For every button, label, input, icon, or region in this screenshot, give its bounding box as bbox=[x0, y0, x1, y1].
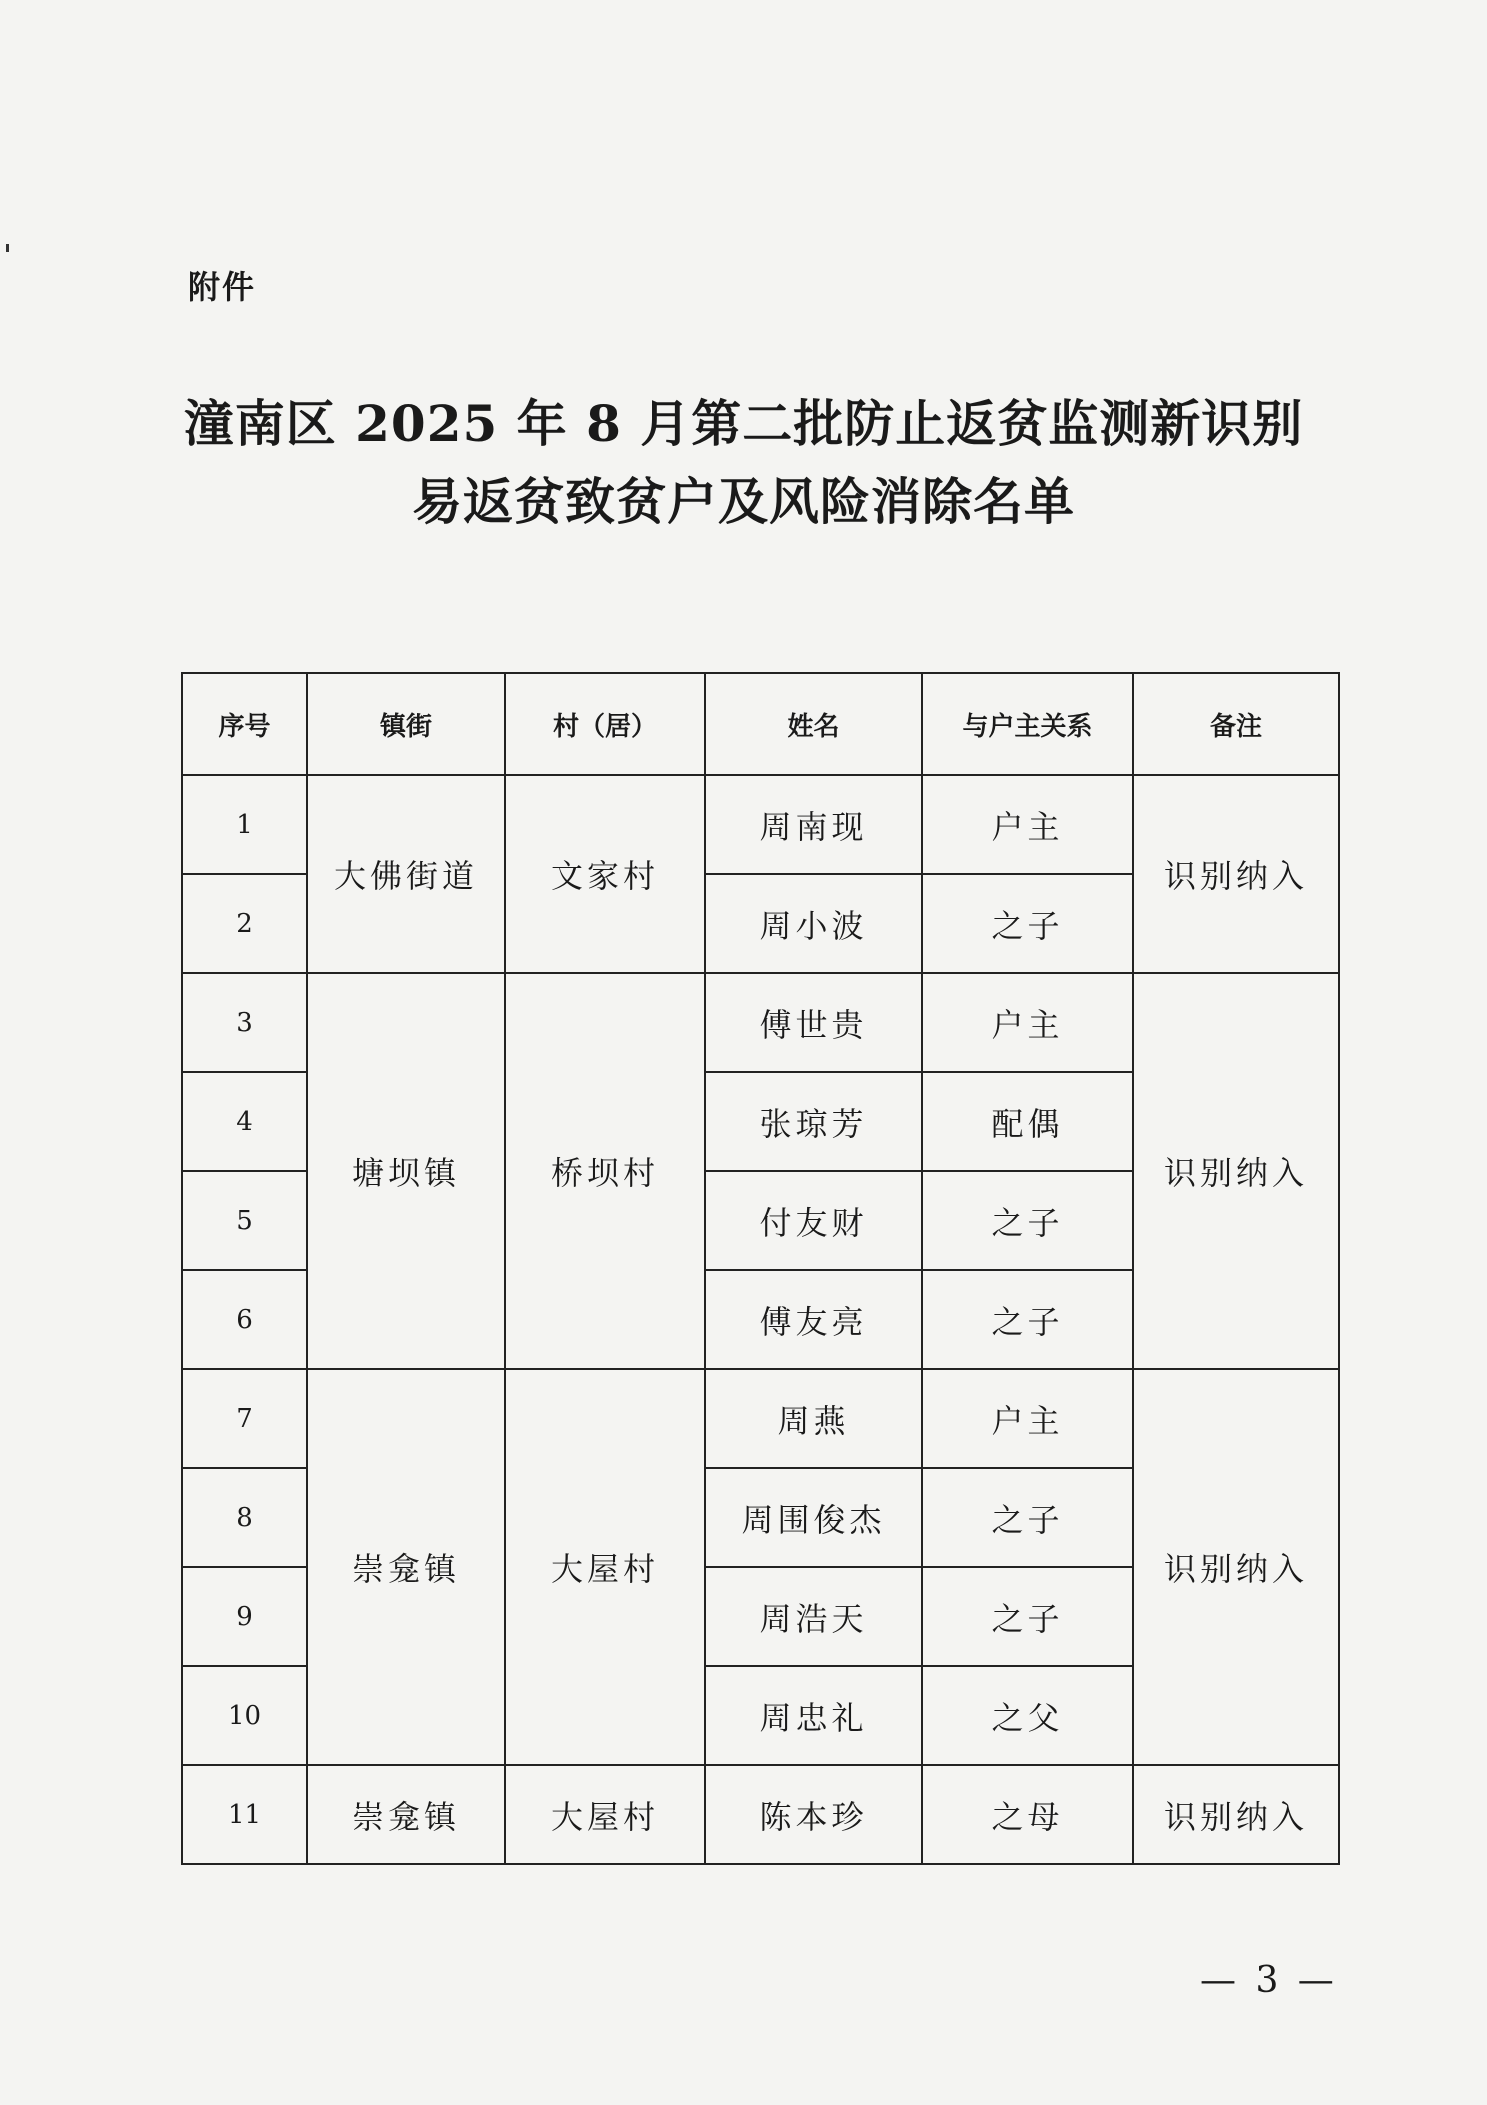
cell-relation: 户主 bbox=[922, 1369, 1133, 1468]
table-row bbox=[182, 1765, 1339, 1864]
cell-name: 周燕 bbox=[705, 1369, 922, 1468]
cell-village: 大屋村 bbox=[505, 1765, 705, 1864]
title-line-2: 易返贫致贫户及风险消除名单 bbox=[412, 472, 1075, 531]
cell-remark: 识别纳入 bbox=[1133, 1765, 1339, 1864]
cell-relation: 之父 bbox=[922, 1666, 1133, 1765]
cell-relation: 之子 bbox=[922, 1270, 1133, 1369]
header-no: 序号 bbox=[182, 673, 307, 775]
cell-no: 8 bbox=[182, 1468, 307, 1567]
cell-village: 大屋村 bbox=[505, 1369, 705, 1765]
cell-town: 崇龛镇 bbox=[307, 1369, 505, 1765]
cell-name: 周小波 bbox=[705, 874, 922, 973]
cell-name: 周浩天 bbox=[705, 1567, 922, 1666]
cell-name: 付友财 bbox=[705, 1171, 922, 1270]
document-title bbox=[150, 385, 1337, 541]
cell-name: 周南现 bbox=[705, 775, 922, 874]
cell-name: 周忠礼 bbox=[705, 1666, 922, 1765]
cell-no: 10 bbox=[182, 1666, 307, 1765]
cell-no: 2 bbox=[182, 874, 307, 973]
cell-remark: 识别纳入 bbox=[1133, 973, 1339, 1369]
attachment-label: 附件 bbox=[188, 268, 257, 306]
cell-name: 周围俊杰 bbox=[705, 1468, 922, 1567]
cell-name: 张琼芳 bbox=[705, 1072, 922, 1171]
cell-no: 1 bbox=[182, 775, 307, 874]
cell-no: 9 bbox=[182, 1567, 307, 1666]
cell-relation: 之母 bbox=[922, 1765, 1133, 1864]
page-number: — 3 — bbox=[1200, 1960, 1338, 2001]
cell-relation: 配偶 bbox=[922, 1072, 1133, 1171]
cell-name: 傅世贵 bbox=[705, 973, 922, 1072]
header-relation: 与户主关系 bbox=[922, 673, 1133, 775]
table-row bbox=[182, 775, 1339, 874]
cell-no: 3 bbox=[182, 973, 307, 1072]
cell-relation: 之子 bbox=[922, 1171, 1133, 1270]
cell-relation: 户主 bbox=[922, 775, 1133, 874]
cell-name: 傅友亮 bbox=[705, 1270, 922, 1369]
cell-relation: 之子 bbox=[922, 1468, 1133, 1567]
scan-mark bbox=[6, 244, 9, 252]
cell-relation: 之子 bbox=[922, 874, 1133, 973]
cell-town: 崇龛镇 bbox=[307, 1765, 505, 1864]
header-name: 姓名 bbox=[705, 673, 922, 775]
cell-town: 塘坝镇 bbox=[307, 973, 505, 1369]
cell-no: 7 bbox=[182, 1369, 307, 1468]
table-row bbox=[182, 973, 1339, 1072]
cell-relation: 户主 bbox=[922, 973, 1133, 1072]
cell-remark: 识别纳入 bbox=[1133, 1369, 1339, 1765]
cell-town: 大佛街道 bbox=[307, 775, 505, 973]
cell-no: 11 bbox=[182, 1765, 307, 1864]
table-header-row bbox=[182, 673, 1339, 775]
header-town: 镇街 bbox=[307, 673, 505, 775]
cell-no: 5 bbox=[182, 1171, 307, 1270]
header-village: 村（居） bbox=[505, 673, 705, 775]
cell-no: 6 bbox=[182, 1270, 307, 1369]
header-remark: 备注 bbox=[1133, 673, 1339, 775]
roster-table bbox=[181, 672, 1340, 1865]
cell-village: 桥坝村 bbox=[505, 973, 705, 1369]
cell-village: 文家村 bbox=[505, 775, 705, 973]
cell-remark: 识别纳入 bbox=[1133, 775, 1339, 973]
cell-name: 陈本珍 bbox=[705, 1765, 922, 1864]
cell-no: 4 bbox=[182, 1072, 307, 1171]
title-line-1: 潼南区 2025 年 8 月第二批防止返贫监测新识别 bbox=[183, 394, 1304, 453]
table-row bbox=[182, 1369, 1339, 1468]
cell-relation: 之子 bbox=[922, 1567, 1133, 1666]
